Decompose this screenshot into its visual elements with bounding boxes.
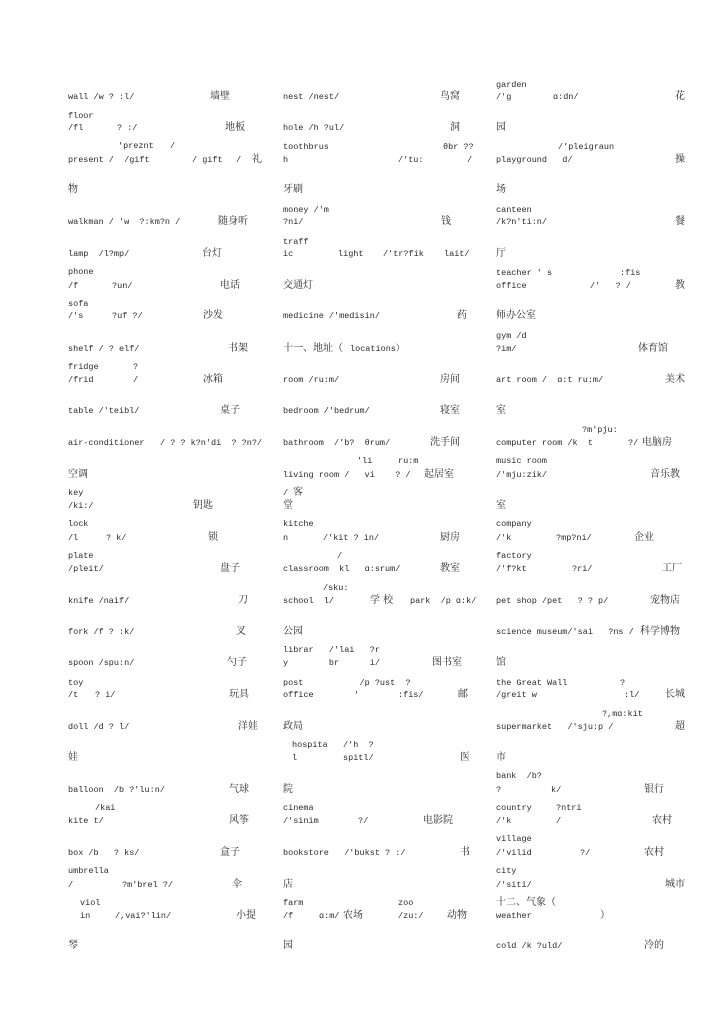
english-text: ?/: [628, 438, 639, 448]
english-text: gym /d: [496, 331, 527, 341]
chinese-text: 市: [496, 752, 506, 763]
chinese-text: 墙壁: [210, 91, 230, 102]
entry-line: [0, 563, 720, 575]
chinese-text: 农场: [343, 910, 363, 921]
chinese-text: 玩具: [229, 689, 249, 700]
english-text: /t: [68, 690, 79, 700]
chinese-text: 电话: [220, 280, 240, 291]
english-text: /k?n'ti:n/: [496, 217, 548, 227]
english-text: ?/: [358, 816, 369, 826]
english-text: ?ri/: [572, 564, 593, 574]
english-text: park /p ɑ:k/: [410, 596, 477, 606]
entry-line: [0, 689, 720, 701]
english-text: canteen: [496, 205, 532, 215]
entry-line: [0, 469, 720, 481]
entry-line: [0, 657, 720, 669]
chinese-text: 房间: [440, 374, 460, 385]
chinese-text: 鸟窝: [440, 91, 460, 102]
chinese-text: 店: [283, 879, 293, 890]
entry-line: [0, 677, 720, 689]
chinese-text: 十一、地址（: [283, 343, 343, 354]
chinese-text: 洋娃: [238, 721, 258, 732]
english-text: medicine /'medisin/: [283, 311, 380, 321]
english-text: l spitl/: [292, 753, 374, 763]
chinese-text: 院: [283, 784, 293, 795]
english-text: garden: [496, 80, 527, 90]
english-text: /kai: [95, 803, 116, 813]
english-text: ?: [133, 362, 139, 372]
english-text: /'k: [496, 816, 512, 826]
chinese-text: 操: [675, 154, 685, 165]
chinese-text: 钱: [441, 216, 451, 227]
english-text: /: [68, 880, 74, 890]
chinese-text: 园: [283, 940, 293, 951]
english-text: y br i/: [283, 658, 380, 668]
english-text: the Great Wall: [496, 678, 568, 688]
entry-line: [0, 122, 720, 134]
english-text: toy: [68, 678, 84, 688]
chinese-text: 沙发: [203, 310, 223, 321]
english-text: ?m'pju:: [582, 425, 618, 435]
english-text: pet shop /pet ? ? p/: [496, 596, 609, 606]
english-text: spoon /spu:n/: [68, 658, 135, 668]
entry-line: [0, 330, 720, 342]
english-text: /ki:/: [68, 501, 94, 511]
english-text: /: [133, 375, 139, 385]
chinese-text: 公园: [283, 626, 303, 637]
chinese-text: 邮: [458, 689, 468, 700]
chinese-text: 书架: [228, 343, 248, 354]
english-text: /l: [68, 533, 79, 543]
chinese-text: 锁: [208, 532, 218, 543]
english-text: cold /k ?uld/: [496, 941, 563, 951]
english-text: /f: [283, 911, 294, 921]
english-text: umbrella: [68, 866, 109, 876]
english-text: school l/: [283, 596, 335, 606]
english-text: fridge: [68, 362, 99, 372]
english-text: lait/: [444, 249, 470, 259]
chinese-text: 台灯: [202, 248, 222, 259]
chinese-text: ）: [600, 910, 610, 921]
entry-line: [0, 708, 720, 720]
english-text: weather: [496, 911, 532, 921]
chinese-text: 长城: [665, 689, 685, 700]
english-text: /frid: [68, 375, 94, 385]
english-text: living room / vi ? /: [283, 470, 411, 480]
english-text: /'mju:zik/: [496, 470, 548, 480]
english-text: factory: [496, 551, 532, 561]
chinese-text: 风筝: [229, 815, 249, 826]
chinese-text: 盘子: [220, 563, 240, 574]
chinese-text: 电影院: [423, 815, 453, 826]
english-text: office: [496, 281, 527, 291]
chinese-text: 冰箱: [203, 374, 223, 385]
chinese-text: 牙刷: [283, 184, 303, 195]
english-text: bedroom /'bedrum/: [283, 406, 370, 416]
english-text: supermarket /'sju:p /: [496, 722, 614, 732]
entry-line: [0, 437, 720, 449]
chinese-text: 盒子: [220, 847, 240, 858]
english-text: hospita /'h ?: [292, 740, 374, 750]
english-text: present / /gift: [68, 155, 150, 165]
entry-line: [0, 518, 720, 530]
chinese-text: 馆: [496, 657, 506, 668]
english-text: nest /nest/: [283, 92, 340, 102]
english-text: /: [283, 488, 289, 498]
english-text: computer room /k t: [496, 438, 593, 448]
entry-line: [0, 847, 720, 859]
chinese-text: 政局: [283, 721, 303, 732]
english-text: /'k: [496, 533, 512, 543]
chinese-text: 药: [457, 310, 467, 321]
entry-line: [0, 910, 720, 922]
chinese-text: 洞: [450, 122, 460, 133]
chinese-text: 电脑房: [642, 437, 672, 448]
entry-line: [0, 532, 720, 544]
english-text: country: [496, 803, 532, 813]
english-text: ic: [283, 249, 294, 259]
entry-line: [0, 248, 720, 260]
english-text: knife /naif/: [68, 596, 130, 606]
entry-line: [0, 833, 720, 845]
english-text: shelf / ? elf/: [68, 344, 140, 354]
english-text: zoo: [398, 898, 414, 908]
english-text: farm: [283, 898, 304, 908]
english-text: n: [283, 533, 289, 543]
chinese-text: 小提: [236, 910, 256, 921]
english-text: room /ru:m/: [283, 375, 340, 385]
chinese-text: 空调: [68, 469, 88, 480]
entry-line: [0, 815, 720, 827]
entry-line: [0, 141, 720, 153]
english-text: bookstore /'bukst ? :/: [283, 848, 406, 858]
english-text: classroom kl ɑ:srum/: [283, 564, 401, 574]
english-text: city: [496, 866, 517, 876]
chinese-text: 农村: [652, 815, 672, 826]
english-text: music room: [496, 456, 548, 466]
chinese-text: 超: [675, 721, 685, 732]
chinese-text: 交通灯: [283, 280, 313, 291]
chinese-text: 医: [460, 752, 470, 763]
english-text: wall /w ? :l/: [68, 92, 135, 102]
english-text: /'pleigraun: [558, 142, 615, 152]
english-text: ru:m: [398, 456, 419, 466]
english-text: ?: [620, 678, 626, 688]
english-text: science museum/'sai ?ns /: [496, 627, 634, 637]
english-text: viol: [80, 898, 101, 908]
english-text: /' ? /: [590, 281, 631, 291]
english-text: / ? ? k?n'di ? ?n?/: [160, 438, 263, 448]
english-text: ?ntri: [556, 803, 582, 813]
entry-line: [0, 204, 720, 216]
chinese-text: 农村: [644, 847, 664, 858]
entry-line: [0, 154, 720, 166]
english-text: θbr ??: [443, 142, 474, 152]
english-text: ?un/: [112, 281, 133, 291]
english-text: h: [283, 155, 289, 165]
chinese-text: 师办公室: [496, 310, 536, 321]
chinese-text: 室: [496, 405, 506, 416]
english-text: /'s: [68, 311, 84, 321]
english-text: ?/: [580, 848, 591, 858]
entry-line: [0, 550, 720, 562]
chinese-text: 图书室: [432, 657, 462, 668]
chinese-text: 学 校: [370, 595, 394, 606]
english-text: ?ni/: [283, 217, 304, 227]
english-text: /: [337, 551, 343, 561]
chinese-text: 地板: [225, 122, 245, 133]
english-text: bathroom /'b? θrum/: [283, 438, 391, 448]
english-text: /'vilid: [496, 848, 532, 858]
english-text: hole /h ?ul/: [283, 123, 345, 133]
chinese-text: 餐: [675, 216, 685, 227]
english-text: ɑ:m/: [319, 911, 340, 921]
chinese-text: 场: [496, 184, 506, 195]
entry-line: [0, 280, 720, 292]
chinese-text: 寝室: [440, 405, 460, 416]
entry-line: [0, 424, 720, 436]
chinese-text: 客: [293, 487, 303, 498]
english-text: /'sinim: [283, 816, 319, 826]
english-text: /sku:: [323, 583, 349, 593]
chinese-text: 花: [675, 91, 685, 102]
english-text: ?: [496, 785, 502, 795]
english-text: money /'m: [283, 205, 329, 215]
chinese-text: 起居室: [424, 469, 454, 480]
english-text: ? :/: [117, 123, 138, 133]
section-heading: [0, 897, 720, 909]
english-text: key: [68, 488, 84, 498]
entry-line: [0, 79, 720, 91]
english-text: /: [467, 155, 473, 165]
entry-line: [0, 500, 720, 512]
english-text: /'g: [496, 92, 512, 102]
english-text: office: [283, 690, 314, 700]
english-text: /'tr?fik: [383, 249, 424, 259]
english-text: /pleit/: [68, 564, 104, 574]
chinese-text: 厅: [496, 248, 506, 259]
chinese-text: 洗手间: [430, 437, 460, 448]
chinese-text: 叉: [236, 626, 246, 637]
entry-line: [0, 184, 720, 196]
chinese-text: 厨房: [440, 532, 460, 543]
chinese-text: 气球: [229, 784, 249, 795]
chinese-text: 宠物店: [650, 595, 680, 606]
english-text: lamp /l?mp/: [68, 249, 130, 259]
english-text: :fis: [620, 268, 641, 278]
entry-line: [0, 752, 720, 764]
english-text: /greit w: [496, 690, 537, 700]
entry-line: [0, 343, 720, 355]
english-text: /fl: [68, 123, 84, 133]
english-text: art room / ɑ:t ru:m/: [496, 375, 604, 385]
english-text: ɑ:dn/: [553, 92, 579, 102]
english-text: locations）: [350, 344, 405, 354]
entry-line: [0, 374, 720, 386]
chinese-text: 伞: [232, 879, 242, 890]
english-text: village: [496, 834, 532, 844]
entry-line: [0, 626, 720, 638]
english-text: 'li: [357, 456, 373, 466]
english-text: ?uf ?/: [112, 311, 143, 321]
entry-line: [0, 940, 720, 952]
chinese-text: 教: [675, 280, 685, 291]
english-text: sofa: [68, 299, 89, 309]
english-text: ?im/: [496, 344, 517, 354]
english-text: 'preznt: [118, 141, 154, 151]
chinese-text: 动物: [447, 910, 467, 921]
english-text: ? i/: [95, 690, 116, 700]
entry-line: [0, 216, 720, 228]
entry-line: [0, 91, 720, 103]
entry-line: [0, 721, 720, 733]
chinese-text: 城市: [665, 879, 685, 890]
chinese-text: 物: [68, 184, 78, 195]
english-text: /'tu:: [398, 155, 424, 165]
chinese-text: 书: [460, 847, 470, 858]
chinese-text: 随身听: [218, 216, 248, 227]
entry-line: [0, 455, 720, 467]
english-text: cinema: [283, 803, 314, 813]
chinese-text: 刀: [238, 595, 248, 606]
entry-line: [0, 802, 720, 814]
english-text: k/: [551, 785, 562, 795]
english-text: light: [338, 249, 364, 259]
english-text: company: [496, 519, 532, 529]
entry-line: [0, 267, 720, 279]
english-text: :l/: [624, 690, 640, 700]
english-text: post /p ?ust ?: [283, 678, 411, 688]
english-text: fork /f ? :k/: [68, 627, 135, 637]
english-text: bank /b?: [496, 771, 542, 781]
english-text: /: [556, 816, 562, 826]
chinese-text: 科学博物: [640, 626, 680, 637]
english-text: :fis/: [398, 690, 424, 700]
chinese-text: 银行: [644, 784, 664, 795]
chinese-text: 音乐教: [650, 469, 680, 480]
english-text: air-conditioner: [68, 438, 145, 448]
entry-line: [0, 310, 720, 322]
entry-line: [0, 770, 720, 782]
chinese-text: 十二、气象（: [496, 897, 556, 908]
english-text: toothbrus: [283, 142, 329, 152]
english-text: plate: [68, 551, 94, 561]
chinese-text: 企业: [634, 532, 654, 543]
english-text: /'siti/: [496, 880, 532, 890]
english-text: teacher ' s: [496, 268, 553, 278]
english-text: traff: [283, 237, 309, 247]
english-text: in: [80, 911, 91, 921]
chinese-text: 勺子: [227, 657, 247, 668]
english-text: librar /'lai ?r: [283, 645, 380, 655]
english-text: floor: [68, 111, 94, 121]
english-text: table /'teibl/: [68, 406, 140, 416]
chinese-text: 美术: [665, 374, 685, 385]
english-text: /zu:/: [398, 911, 424, 921]
english-text: kitche: [283, 519, 314, 529]
entry-line: [0, 595, 720, 607]
chinese-text: 娃: [68, 752, 78, 763]
english-text: /'f?kt: [496, 564, 527, 574]
english-text: ?,mɑ:kit: [602, 709, 643, 719]
entry-line: [0, 865, 720, 877]
english-text: ?mp?ni/: [556, 533, 592, 543]
chinese-text: 桌子: [220, 405, 240, 416]
chinese-text: 体育馆: [638, 343, 668, 354]
entry-line: [0, 879, 720, 891]
english-text: ?m'brel ?/: [122, 880, 174, 890]
english-text: ': [354, 690, 360, 700]
chinese-text: 冷的: [644, 940, 664, 951]
entry-line: [0, 784, 720, 796]
english-text: /: [236, 155, 242, 165]
english-text: playground d/: [496, 155, 573, 165]
chinese-text: 堂: [283, 500, 293, 511]
chinese-text: 园: [496, 122, 506, 133]
chinese-text: 工厂: [662, 563, 682, 574]
english-text: phone: [68, 267, 94, 277]
english-text: walkman / 'w ?:km?n /: [68, 217, 181, 227]
english-text: /'kit ? in/: [323, 533, 380, 543]
chinese-text: 琴: [68, 940, 78, 951]
english-text: /f: [68, 281, 79, 291]
english-text: balloon /b ?'lu:n/: [68, 785, 165, 795]
english-text: doll /d ? l/: [68, 722, 130, 732]
english-text: /,vai?'lin/: [115, 911, 172, 921]
english-text: /: [170, 141, 176, 151]
chinese-text: 礼: [252, 154, 262, 165]
chinese-text: 钥匙: [193, 500, 213, 511]
entry-line: [0, 405, 720, 417]
chinese-text: 教室: [440, 563, 460, 574]
english-text: ? k/: [106, 533, 127, 543]
english-text: lock: [68, 519, 89, 529]
english-text: / gift: [192, 155, 223, 165]
english-text: box /b ? ks/: [68, 848, 140, 858]
english-text: kite t/: [68, 816, 104, 826]
chinese-text: 室: [496, 500, 506, 511]
